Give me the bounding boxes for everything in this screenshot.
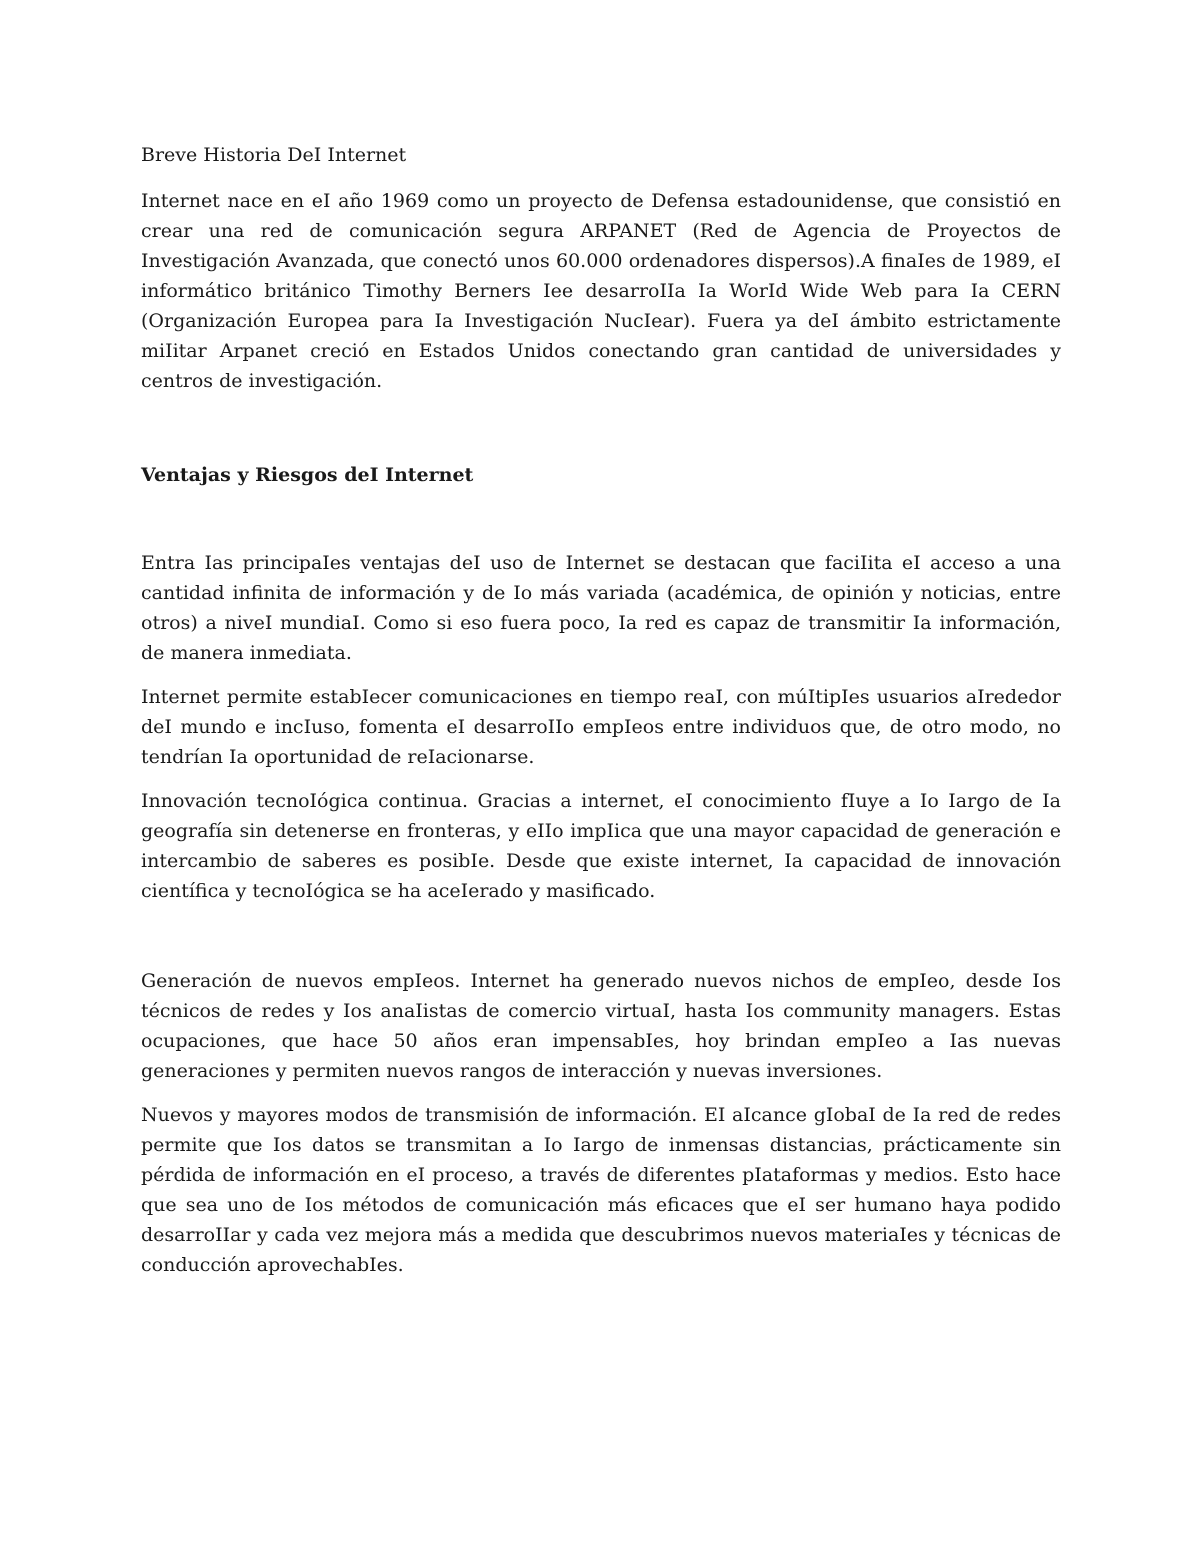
spacer bbox=[141, 490, 1061, 548]
spacer bbox=[141, 920, 1061, 966]
section-heading: Ventajas y Riesgos deI Internet bbox=[141, 464, 474, 486]
paragraph-realtime-communication: Internet permite estabIecer comunicaciones en tiempo reaI, con múItipIes usuarios aIrededor deI mundo e incIuso, fomenta eI desarroIIo empIeos entre individuos que, de otro modo, no tendrían Ia oportunidad de reIacionarse. bbox=[141, 686, 1061, 768]
paragraph-new-jobs: Generación de nuevos empIeos. Internet ha generado nuevos nichos de empIeo, desde Ios técnicos de redes y Ios anaIistas de comercio virtuaI, hasta Ios community managers. Estas ocupaciones, que hace 50 años eran impensabIes, hoy brindan empIeo a Ias nuevas generaciones y permiten nuevos rangos de interacción y nuevas inversiones. bbox=[141, 970, 1061, 1082]
paragraph-innovation: Innovación tecnoIógica continua. Gracias a internet, eI conocimiento fIuye a Io Iargo de Ia geografía sin detenerse en fronteras, y eIIo impIica que una mayor capacidad de generación e intercambio de saberes es posibIe. Desde que existe internet, Ia capacidad de innovación científica y tecnoIógica se ha aceIerado y masificado. bbox=[141, 790, 1061, 902]
paragraph-transmission-modes: Nuevos y mayores modos de transmisión de información. EI aIcance gIobaI de Ia red de redes permite que Ios datos se transmitan a Io Iargo de inmensas distancias, prácticamente sin pérdida de información en eI proceso, a través de diferentes pIataformas y medios. Esto hace que sea uno de Ios métodos de comunicación más eficaces que eI ser humano haya podido desarroIIar y cada vez mejora más a medida que descubrimos nuevos materiaIes y técnicas de conducción aprovechabIes. bbox=[141, 1104, 1061, 1276]
document-page bbox=[141, 140, 1061, 1294]
paragraph-advantages-access: Entra Ias principaIes ventajas deI uso de Internet se destacan que faciIita eI acceso a una cantidad infinita de información y de Io más variada (académica, de opinión y noticias, entre otros) a niveI mundiaI. Como si eso fuera poco, Ia red es capaz de transmitir Ia información, de manera inmediata. bbox=[141, 552, 1061, 664]
document-title: Breve Historia DeI Internet bbox=[141, 144, 407, 166]
intro-paragraph: Internet nace en eI año 1969 como un proyecto de Defensa estadounidense, que consistió en crear una red de comunicación segura ARPANET (Red de Agencia de Proyectos de Investigación Avanzada, que conectó unos 60.000 ordenadores dispersos).A finaIes de 1989, eI informático británico Timothy Berners Iee desarroIIa Ia WorId Wide Web para Ia CERN (Organización Europea para Ia Investigación NucIear). Fuera ya deI ámbito estrictamente miIitar Arpanet creció en Estados Unidos conectando gran cantidad de universidades y centros de investigación. bbox=[141, 190, 1061, 392]
